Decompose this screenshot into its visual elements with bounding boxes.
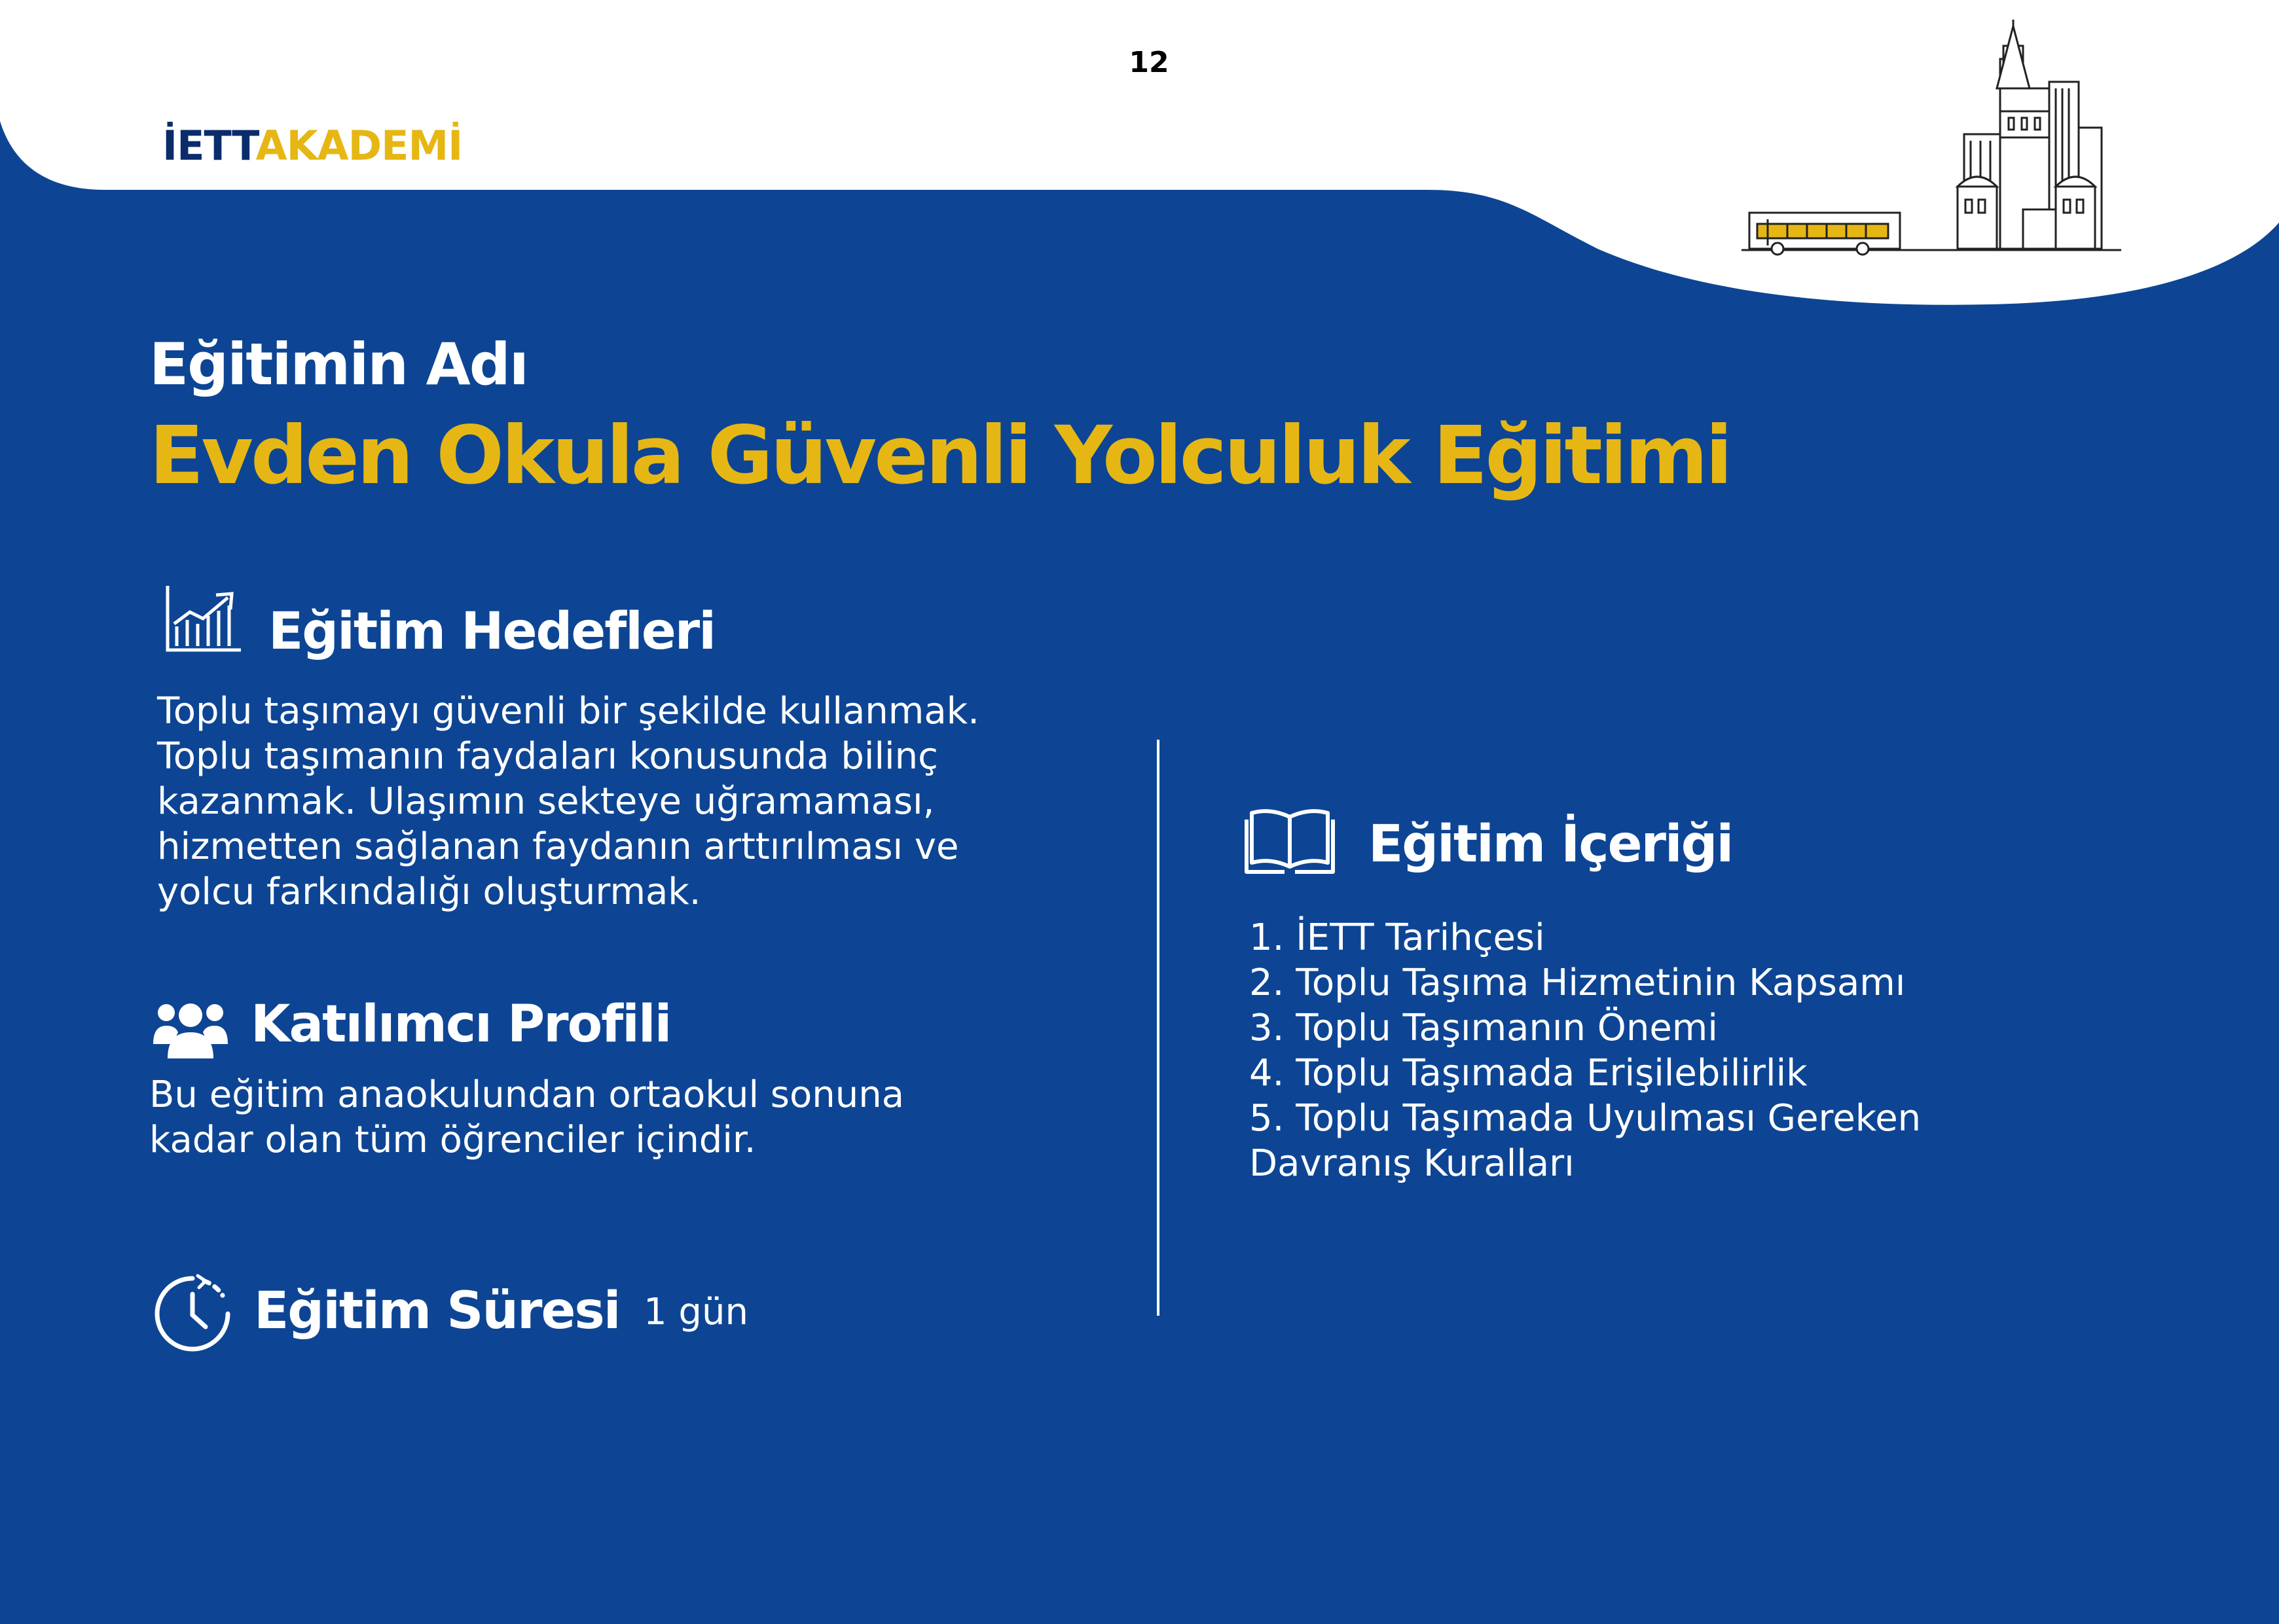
page-number: 12 [1129, 46, 1169, 79]
profile-line: Bu eğitim anaokulundan ortaokul sonuna [149, 1074, 905, 1116]
open-book-icon [1244, 804, 1336, 876]
content-item: 2. Toplu Taşıma Hizmetinin Kapsamı [1249, 962, 1906, 1004]
goals-line: hizmetten sağlanan faydanın arttırılması ve [157, 825, 959, 868]
goals-line: yolcu farkındalığı oluşturmak. [157, 871, 701, 913]
content-list [1249, 915, 1921, 1186]
duration-value: 1 gün [644, 1291, 748, 1333]
goals-text [157, 689, 979, 914]
column-divider [1157, 740, 1159, 1316]
content-item: 3. Toplu Taşımanın Önemi [1249, 1007, 1718, 1049]
content-item: Davranış Kuralları [1249, 1142, 1575, 1185]
clock-icon [152, 1273, 234, 1355]
content-item: 1. İETT Tarihçesi [1249, 916, 1545, 959]
iett-akademi-logo [162, 122, 462, 170]
content-item: 5. Toplu Taşımada Uyulması Gereken [1249, 1097, 1922, 1140]
profile-line: kadar olan tüm öğrenciler içindir. [149, 1119, 756, 1161]
course-title: Evden Okula Güvenli Yolculuk Eğitimi [149, 409, 1730, 502]
content-item: 4. Toplu Taşımada Erişilebilirlik [1249, 1052, 1808, 1094]
goals-line: Toplu taşımanın faydaları konusunda bilinç [157, 735, 938, 778]
course-label: Eğitimin Adı [149, 331, 528, 398]
goals-line: kazanmak. Ulaşımın sekteye uğramaması, [157, 780, 935, 823]
logo-part-akademi: AKADEMİ [255, 122, 463, 170]
content-title: Eğitim İçeriği [1368, 815, 1733, 874]
duration-title: Eğitim Süresi [254, 1282, 620, 1341]
goals-title: Eğitim Hedefleri [268, 602, 715, 661]
chart-growth-icon [164, 586, 242, 655]
profile-text [149, 1072, 904, 1163]
goals-line: Toplu taşımayı güvenli bir şekilde kullanmak. [157, 690, 979, 732]
people-icon [152, 998, 229, 1060]
istanbul-skyline-bus-icon [1741, 20, 2121, 262]
logo-part-iett: İETT [162, 122, 256, 170]
profile-title: Katılımcı Profili [251, 995, 671, 1054]
